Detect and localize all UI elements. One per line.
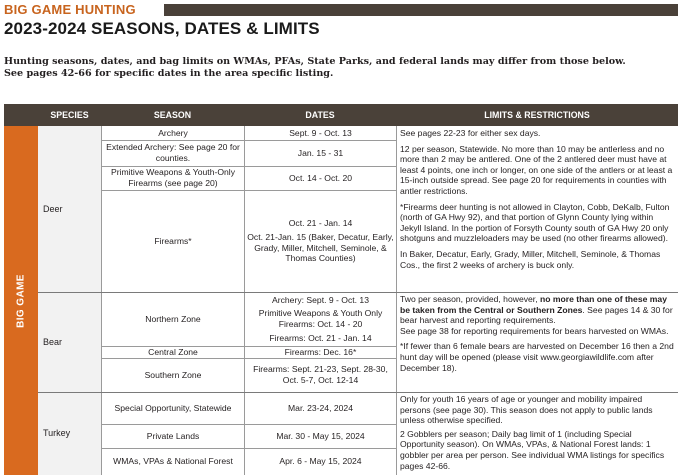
- dates-cell: Firearms: Sept. 21-23, Sept. 28-30, Oct. 5-7, Oct. 12-14: [253, 364, 388, 385]
- category-label: BIG GAME: [15, 273, 27, 328]
- dates-cell: Oct. 14 - Oct. 20: [288, 172, 353, 183]
- season-cell: Extended Archery: See page 20 for counties.: [106, 142, 240, 163]
- limit-text: Only for youth 16 years of age or younger and mobility impaired persons (see page 30). This season does not apply to public lands unless otherwise specified.: [400, 394, 653, 426]
- column-header-season: SEASON: [101, 104, 244, 126]
- season-cell: Northern Zone: [145, 313, 201, 324]
- deer-limits: [400, 128, 675, 270]
- dates-cell: Sept. 9 - Oct. 13: [289, 127, 352, 138]
- dates-cell: [247, 190, 394, 292]
- season-cell: Primitive Weapons & Youth-Only Firearms (see page 20): [110, 167, 236, 188]
- dates-cell: Mar. 23-24, 2024: [288, 402, 353, 413]
- limit-text: 2 Gobblers per season; Daily bag limit of 1 (including Special Opportunity season). On WMAs, VPAs, & National Forest lands: 1 gobbler per area per person. See individual WMA listings for specifics pages 42-66.: [400, 428, 665, 471]
- dates-cell: [247, 292, 394, 346]
- limit-text: See pages 22-23 for either sex days.: [400, 128, 541, 138]
- dates-line: Oct. 21 - Jan. 14: [288, 218, 353, 229]
- bear-limits: [400, 294, 675, 373]
- dates-cell: Jan. 15 - 31: [297, 147, 344, 158]
- category-sidebar: [4, 126, 38, 475]
- turkey-limits: [400, 394, 675, 471]
- page-title: 2023-2024 SEASONS, DATES & LIMITS: [4, 19, 320, 38]
- grid-line: [396, 126, 397, 475]
- season-cell: Private Lands: [146, 430, 200, 441]
- season-cell: Firearms*: [154, 235, 192, 246]
- dates-line: Oct. 21-Jan. 15 (Baker, Decatur, Early, Grady, Miller, Mitchell, Seminole, & Thomas Counties): [247, 231, 394, 264]
- dates-cell: Firearms: Dec. 16*: [284, 346, 357, 357]
- season-cell: Central Zone: [148, 346, 198, 357]
- dates-cell: Mar. 30 - May 15, 2024: [276, 430, 365, 441]
- limit-text: 12 per season, Statewide. No more than 10 may be antlerless and no more than 2 may be antlered. One of the 2 antlered deer must have at least 4 points, one inch or longer, on one side of the antlers or at least a 15-inch outside spread. See page 20 for requirements in counties with antler restrictions.: [400, 143, 673, 196]
- season-cell: Southern Zone: [144, 369, 202, 380]
- table-body: [38, 126, 678, 475]
- intro-text: [4, 56, 664, 79]
- limit-text: See page 38 for reporting requirements for bears harvested on WMAs.: [400, 325, 669, 336]
- column-header-dates: DATES: [244, 104, 396, 126]
- limit-text: *If fewer than 6 female bears are harvested on December 16 then a 2nd hunt day will be opened (please visit www.georgiawildlife.com after December 18).: [400, 341, 674, 373]
- dates-line: Primitive Weapons & Youth Only Firearms: Oct. 14 - 20: [258, 308, 383, 329]
- limit-text: In Baker, Decatur, Early, Grady, Miller, Mitchell, Seminole, & Thomas Cos., the first 2 weeks of archery is buck only.: [400, 248, 661, 270]
- species-turkey: Turkey: [43, 428, 71, 439]
- header-corner: [4, 104, 38, 126]
- seasons-table: [4, 104, 678, 475]
- header-rule: [164, 4, 678, 16]
- season-cell: Special Opportunity, Statewide: [114, 402, 232, 413]
- limit-text: *Firearms deer hunting is not allowed in Clayton, Cobb, DeKalb, Fulton (north of GA Hwy 92), and that portion of Glynn County lying within Jekyll Island. In the portion of Forsyth County south of GA Hwy 20 only shotguns and muzzleloaders may be used (no other firearms allowed).: [400, 201, 670, 244]
- season-cell: Archery: [158, 127, 188, 138]
- dates-line: Firearms: Oct. 21 - Jan. 14: [269, 332, 372, 343]
- species-bear: Bear: [43, 336, 63, 347]
- dates-line: Archery: Sept. 9 - Oct. 13: [272, 294, 369, 305]
- column-header-limits: LIMITS & RESTRICTIONS: [396, 104, 678, 126]
- season-cell: WMAs, VPAs & National Forest: [113, 456, 233, 467]
- dates-cell: Apr. 6 - May 15, 2024: [279, 456, 362, 467]
- section-header-bar: [4, 4, 678, 16]
- section-label: BIG GAME HUNTING: [4, 2, 136, 17]
- intro-line-1: Hunting seasons, dates, and bag limits on WMAs, PFAs, State Parks, and federal lands may differ from those below.: [4, 56, 626, 67]
- intro-line-2: See pages 42-66 for specific dates in the area specific listing.: [4, 67, 334, 79]
- limit-text: Two per season, provided, however, no more than one of these may be taken from the Central or Southern Zones. See pages 14 & 30 for bear harvest and reporting requirements.: [400, 294, 673, 326]
- species-deer: Deer: [43, 203, 63, 214]
- column-header-species: SPECIES: [38, 104, 101, 126]
